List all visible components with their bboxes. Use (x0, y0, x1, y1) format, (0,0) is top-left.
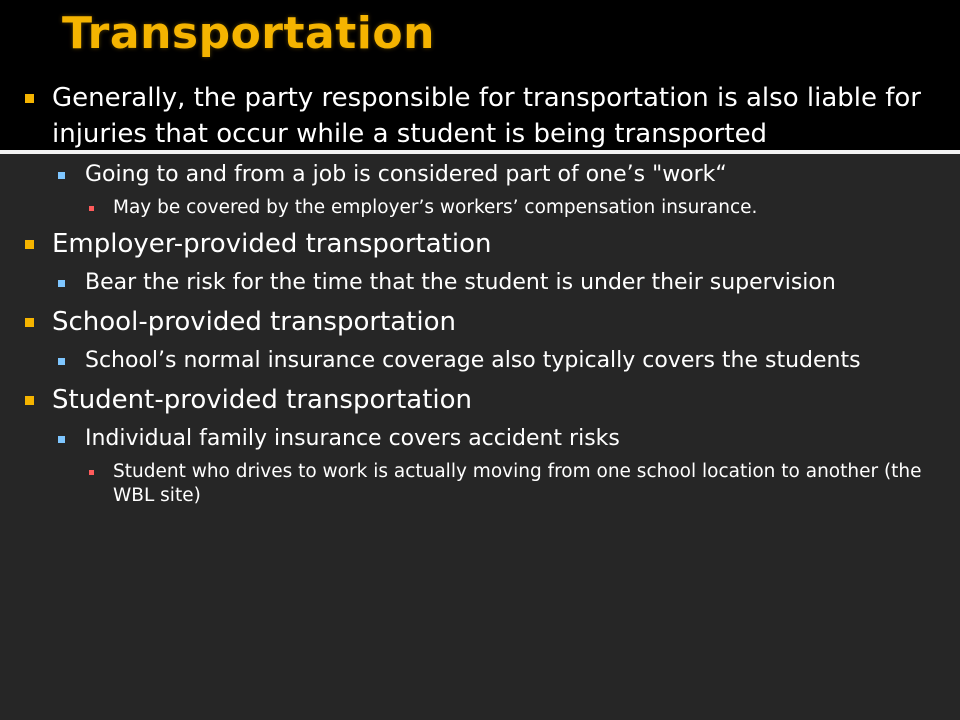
bullet-text: Student-provided transportation (52, 385, 473, 415)
sub-sub-bullet-text: Student who drives to work is actually moving from one school location to another (the WBL site) (113, 461, 922, 506)
square-bullet-icon (89, 470, 94, 475)
bullet-list (22, 80, 937, 508)
sub-bullet-item (22, 160, 937, 190)
sub-bullet-text: Bear the risk for the time that the student is under their supervision (85, 270, 836, 295)
bullet-item (22, 304, 937, 340)
bullet-text: School-provided transportation (52, 307, 456, 337)
square-bullet-icon (25, 318, 34, 327)
sub-sub-bullet-item (22, 460, 937, 508)
bullet-text: Employer-provided transportation (52, 229, 492, 259)
square-bullet-icon (25, 94, 34, 103)
square-bullet-icon (25, 240, 34, 249)
square-bullet-icon (89, 206, 94, 211)
square-bullet-icon (58, 358, 65, 365)
bullet-item (22, 382, 937, 418)
square-bullet-icon (58, 436, 65, 443)
square-bullet-icon (58, 280, 65, 287)
square-bullet-icon (25, 396, 34, 405)
sub-bullet-text: Individual family insurance covers accident risks (85, 426, 620, 451)
bullet-text: Generally, the party responsible for transportation is also liable for injuries that occur while a student is being transported (52, 83, 921, 149)
sub-bullet-item (22, 346, 937, 376)
slide-title: Transportation (62, 8, 435, 59)
bullet-item (22, 80, 937, 152)
sub-bullet-item (22, 268, 937, 298)
sub-bullet-item (22, 424, 937, 454)
sub-sub-bullet-text: May be covered by the employer’s workers’ compensation insurance. (113, 197, 758, 218)
sub-sub-bullet-item (22, 196, 937, 220)
sub-bullet-text: Going to and from a job is considered part of one’s "work“ (85, 162, 727, 187)
sub-bullet-text: School’s normal insurance coverage also typically covers the students (85, 348, 861, 373)
square-bullet-icon (58, 172, 65, 179)
bullet-item (22, 226, 937, 262)
